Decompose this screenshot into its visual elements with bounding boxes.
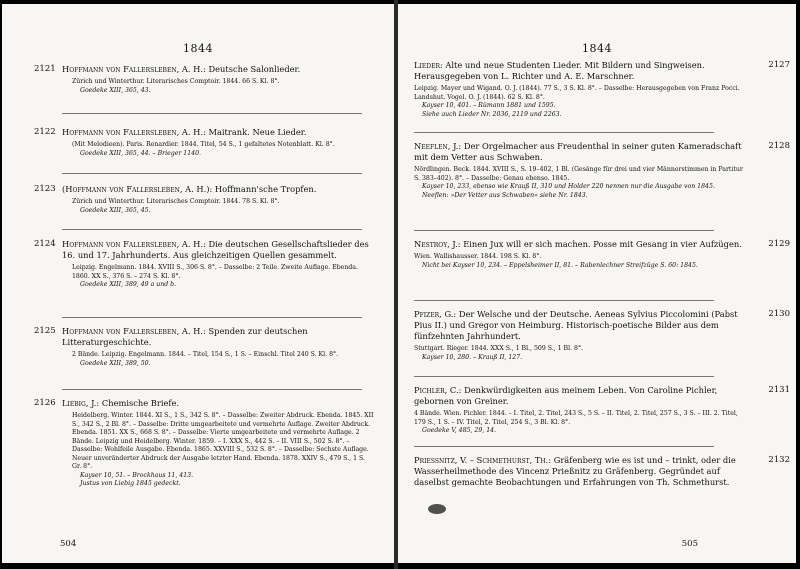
entry-divider <box>414 300 714 301</box>
entry-number: 2126 <box>34 398 56 408</box>
bibliography-entry <box>414 385 790 436</box>
entry-details <box>414 345 748 362</box>
entry-divider <box>62 113 362 114</box>
entry-imprint: Nördlingen. Beck. 1844. XVIII S., S. 19–402, 1 Bl. (Gesänge für drei und vier Männerstimmen in Partitur S. 383–402). 8°. – Dasselbe: Genau ebenso. 1845. <box>414 166 743 182</box>
entry-note: Siehe auch Lieder Nr. 2036, 2119 und 2263. <box>422 110 562 118</box>
entry-imprint: (Mit Melodieen). Paris. Renardier. 1844. Titel, 54 S., 1 gefaltetes Notenblatt. Kl. 8°. <box>72 141 335 148</box>
entry-reference: Kayser 10, 280. – Krauß II, 127. <box>422 353 523 361</box>
entry-author: (Hoffmann von Fallersleben, A. H.): <box>62 184 213 194</box>
entry-note: Justus von Liebig 1845 gedeckt. <box>80 480 181 487</box>
entry-author: Nestroy, J.: <box>414 239 461 249</box>
page-number: 504 <box>60 539 77 549</box>
entry-author: Pfizer, G.: <box>414 309 457 319</box>
entry-title <box>414 60 748 82</box>
entry-title <box>414 385 748 407</box>
entry-title-text: Der Welsche und der Deutsche. Aeneas Sylvius Piccolomini (Pabst Pius II.) und Gregor von Heimburg. Historisch-poetische Bilder aus dem fünfzehnten Jahrhundert. <box>414 309 738 341</box>
entry-details <box>414 166 748 200</box>
entry-reference: Kayser 10, 401. – Rümann 1881 und 1595. <box>422 102 556 109</box>
running-head-year: 1844 <box>582 42 612 55</box>
entry-divider <box>414 446 714 447</box>
entry-number: 2122 <box>34 127 56 137</box>
entry-divider <box>414 132 714 133</box>
entry-imprint: 2 Bände. Leipzig. Engelmann. 1844. – Titel, 154 S., 1 S. – Einschl. Titel 240 S. Kl. 8°. <box>72 351 339 358</box>
running-head-year: 1844 <box>183 42 213 55</box>
entry-title-text: Deutsche Salonlieder. <box>208 64 301 74</box>
entry-number: 2130 <box>768 309 790 319</box>
entry-number: 2121 <box>34 64 56 74</box>
entry-author: Pichler, C.: <box>414 385 462 395</box>
bibliography-entry <box>34 184 374 215</box>
entry-title-text: Maitrank. Neue Lieder. <box>208 127 307 137</box>
entry-divider <box>62 389 362 390</box>
entry-number: 2127 <box>768 60 790 70</box>
bibliography-entry <box>34 239 374 290</box>
entry-imprint: Heidelberg. Winter. 1844. XI S., 1 S., 342 S. 8°. – Dasselbe: Zweiter Abdruck. Ebenda. 1845. XII S., 342 S., 2 Bl. 8°. – Dasselbe: Dritte umgearbeitete und vermehrte Auflage. Zweiter Abdruck. Ebenda. 1851. XX S., 668 S. 8°. – Dasselbe: Vierte umgearbeitete und vermehrte Auflage. 2 Bände. Leipzig und Heidelberg. Winter. 1859. – I. XXX S., 442 S. – II. VIII S., 502 S. 8°. – Dasselbe: Wohlfeile Ausgabe. Ebenda. 1865. XXVIII S., 532 S. 8°. – Dasselbe: Sechste Auflage. Neuer unveränderter Abdruck der Ausgabe letzter Hand. Ebenda. 1878. XXIV S., 479 S., 1 S. Gr. 8°. <box>72 412 374 470</box>
entry-title <box>62 326 374 348</box>
entry-details <box>72 78 374 95</box>
entry-title <box>414 309 748 342</box>
entry-divider <box>414 230 714 231</box>
entry-title <box>62 127 374 138</box>
entry-details <box>72 412 374 489</box>
entry-title <box>414 455 748 488</box>
entry-imprint: Leipzig. Engelmann. 1844. XVIII S., 306 S. 8°. – Dasselbe: 2 Teile. Zweite Auflage. Ebenda. 1860. XX S., 376 S. – 274 S. Kl. 8°. <box>72 264 358 280</box>
entry-title-text: Die deutschen Gesellschaftslieder des 16. und 17. Jahrhunderts. Aus gleichzeitigen Quellen gesammelt. <box>62 239 369 260</box>
bibliography-entry <box>34 398 374 489</box>
entry-author: Priessnitz, V. – Schmethurst, Th.: <box>414 455 552 465</box>
bibliography-entry <box>414 141 790 200</box>
entry-details <box>414 410 748 436</box>
entry-author: Liebig, J.: <box>62 398 100 408</box>
entry-number: 2128 <box>768 141 790 151</box>
entry-title <box>62 398 374 409</box>
left-page <box>2 4 394 563</box>
entry-title-text: Alte und neue Studenten Lieder. Mit Bildern und Singweisen. Herausgegeben von L. Richter und A. E. Marschner. <box>414 60 705 81</box>
entry-author: Hoffmann von Fallersleben, A. H.: <box>62 127 206 137</box>
entry-imprint: Wien. Wallishausser. 1844. 198 S. Kl. 8°. <box>414 253 542 260</box>
entry-author: Hoffmann von Fallersleben, A. H.: <box>62 326 206 336</box>
entry-divider <box>62 317 362 318</box>
entry-details <box>72 198 374 215</box>
entry-title-text: Gräfenberg wie es ist und – trinkt, oder die Wasserheilmethode des Vincenz Prießnitz zu Gräfenberg. Gegründet auf daselbst gemachte Beobachtungen und Erfahrungen von Th. Schmethurst. <box>414 455 736 487</box>
entry-reference: Goedeke V, 485, 29, 14. <box>422 427 497 434</box>
entry-details <box>72 141 374 158</box>
bibliography-entry <box>414 455 790 488</box>
entry-title-text: Der Orgelmacher aus Freudenthal in seiner guten Kameradschaft mit dem Vetter aus Schwaben. <box>414 141 742 162</box>
bibliography-entry <box>414 239 790 270</box>
ink-smudge <box>428 504 446 514</box>
entry-reference: Goedeke XIII, 365, 44. – Brieger 1140. <box>80 149 202 157</box>
entry-title <box>62 239 374 261</box>
entry-reference: Goedeke XIII, 365, 43. <box>80 86 151 94</box>
entry-details <box>414 253 748 270</box>
entry-imprint: Stuttgart. Rieger. 1844. XXX S., 1 Bl., 509 S., 1 Bl. 8°. <box>414 345 584 352</box>
entry-number: 2129 <box>768 239 790 249</box>
entry-details <box>72 351 374 368</box>
entry-title-text: Denkwürdigkeiten aus meinem Leben. Von Caroline Pichler, gebornen von Greiner. <box>414 385 718 406</box>
entry-imprint: Zürich und Winterthur. Literarisches Comptoir. 1844. 78 S. Kl. 8°. <box>72 198 280 205</box>
entry-reference: Kayser 10, 233, ebenso wie Krauß II, 310 und Holder 220 nennen nur die Ausgabe von 1845. <box>422 183 715 190</box>
entry-imprint: 4 Bände. Wien. Pichler. 1844. – I. Titel, 2. Titel, 243 S., 5 S. – II. Titel, 2. Titel, 257 S., 3 S. – III. 2. Titel, 179 S., 1 S. – IV. Titel, 2. Titel, 254 S., 3 Bl. Kl. 8°. <box>414 410 738 426</box>
entry-title <box>62 64 374 75</box>
entry-title-text: Einen Jux will er sich machen. Posse mit Gesang in vier Aufzügen. <box>463 239 742 249</box>
entry-title-text: Spenden zur deutschen Litteraturgeschichte. <box>62 326 308 347</box>
entry-author: Neeflen, J.: <box>414 141 462 151</box>
entry-title-text: Chemische Briefe. <box>101 398 180 408</box>
entry-reference: Goedeke XIII, 389, 49 a und b. <box>80 281 177 288</box>
entry-note: Neeflen: »Der Vetter aus Schwaben« siehe Nr. 1843. <box>422 191 588 199</box>
entry-divider <box>62 173 362 174</box>
entry-title-text: Hoffmann'sche Tropfen. <box>214 184 317 194</box>
entry-reference: Kayser 10, 51. – Brockhaus 11, 413. <box>80 471 194 479</box>
entry-reference: Nicht bei Kayser 10, 234. – Eppelsheimer II, 81. – Rabenlechner Streifzüge S. 60: 1845. <box>422 261 698 269</box>
entry-title <box>414 141 748 163</box>
entry-number: 2123 <box>34 184 56 194</box>
right-page <box>398 4 796 563</box>
entry-imprint: Zürich und Winterthur. Literarisches Comptoir. 1844. 66 S. Kl. 8°. <box>72 78 280 85</box>
entry-author: Lieder: <box>414 60 443 70</box>
entry-title <box>414 239 748 250</box>
entry-title <box>62 184 374 195</box>
bibliography-entry <box>414 309 790 362</box>
bibliography-entry <box>34 64 374 95</box>
entry-details <box>414 85 748 119</box>
entry-author: Hoffmann von Fallersleben, A. H.: <box>62 64 206 74</box>
entry-imprint: Leipzig. Mayer und Wigand. O. J. (1844). 77 S., 3 S. Kl. 8°. – Dasselbe: Herausgegeben von Franz Pocci. Landshut. Vogel. O. J. (1844). 62 S. Kl. 8°. <box>414 85 740 101</box>
entry-number: 2131 <box>768 385 790 395</box>
entry-number: 2125 <box>34 326 56 336</box>
entry-number: 2132 <box>768 455 790 465</box>
entry-details <box>72 264 374 290</box>
entry-author: Hoffmann von Fallersleben, A. H.: <box>62 239 206 249</box>
bibliography-entry <box>34 127 374 158</box>
page-number: 505 <box>681 539 698 549</box>
entry-divider <box>414 376 714 377</box>
entry-divider <box>62 229 362 230</box>
bibliography-entry <box>34 326 374 368</box>
entry-reference: Goedeke XIII, 365, 45. <box>80 206 151 214</box>
entry-number: 2124 <box>34 239 56 249</box>
bibliography-entry <box>414 60 790 119</box>
entry-reference: Goedeke XIII, 389, 50. <box>80 359 151 367</box>
